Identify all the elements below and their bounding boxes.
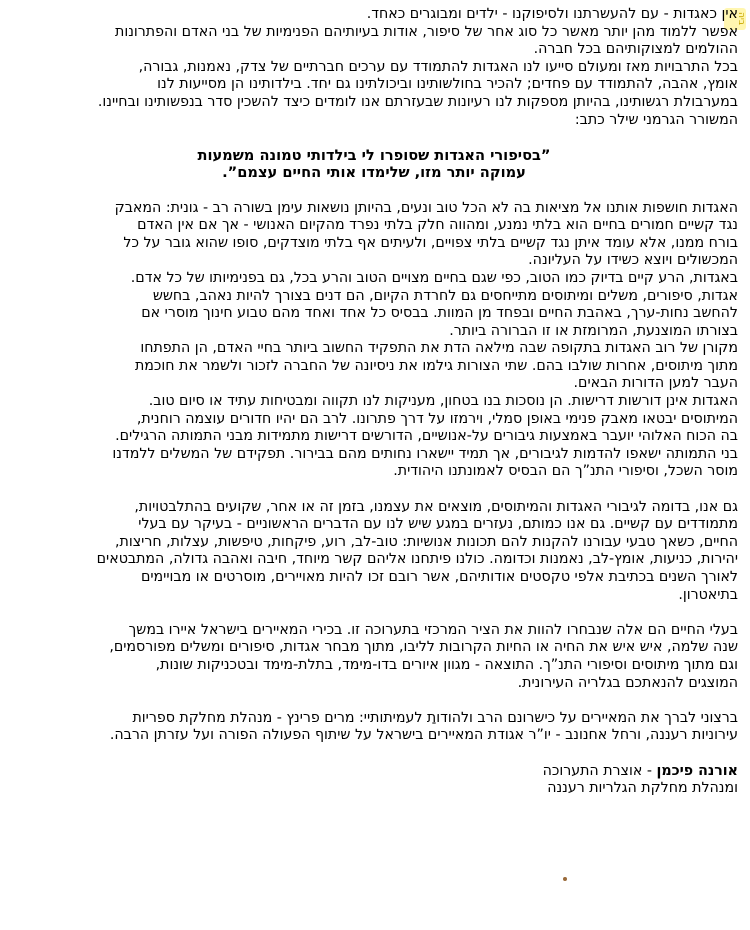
spacer [10,481,738,499]
text-line: בעלי החיים הם אלה שנבחרו להוות את הציר המרכזי בתערוכה זו. בכירי המאיירים בישראל איירו במשך [128,621,738,638]
signature-role-line: ומנהלת מחלקת הגלריות רעננה [547,780,738,797]
text-line: מוסר השכל, וסיפורי התנ”ך הם הבסיס לאמונתנו היהודית. [393,463,738,480]
text-line: בה הכוח האלוהי יועבר באמצעות גיבורים על-אנושיים, הדורשים דרישות מתמידות מבני התמותה הרגילים. [115,428,738,445]
spacer [10,604,738,622]
text-line: מתמודדים עם קשיים. גם אנו כמותם, נעזרים במגע שיש לנו עם הדברים הראשוניים - בעיקר עם בעלי [138,516,738,533]
text-line: אפשר ללמוד מהן יותר מאשר כל סוג אחר של סיפור, אודות בעיותיהם הפנימיות של בני האדם והפתרונות [115,23,738,40]
text-line: האגדות חושפות אותנו אל מציאות בה לא הכל טוב ונעים, בהיותן נושאות עימן בשורה רב - גונית: המאבק [114,199,738,216]
text-line: בצורתו המוצנעת, המרומזת או זו הברורה ביותר. [449,322,738,339]
paragraph-myths [10,393,738,481]
text-line: מתוך מיתוסים, אחרות שולבו בהם. שתי הצורות גילמו את ניסיונה של החברה לזכור ולשמר את חוכמת [134,357,738,374]
text-line: עירוניות רעננה, ורחל אחנונב - יו”ר אגודת המאיירים בישראל על שיתוף הפעולה הפורה ועל עזרתן הרבה. [109,727,738,744]
text-line: אומץ, אהבה, להתמודד עם פחדים; להכיר בחולשותינו וביכולתינו גם יחד. בילדותינו הן מסייעות לנו [157,76,738,93]
intro-paragraph [10,6,738,129]
text-line: בני התמותה ישאפו להדמות לגיבורים, אך תמיד יישארו נחותים מהם בבירור. תפקידם של המשלים ללמדנו [112,445,738,462]
signature-block [10,763,738,798]
text-line: בורח ממנו, אלא עומד איתן נגד קשיים בלתי צפויים, ולעיתים אף בלתי מוצדקים, סופו שהוא גובר על כל [123,234,738,251]
text-line: המכשולים ויוצא כשידו על העליונה. [528,252,738,269]
paragraph-exhibition [10,622,738,692]
spacer [10,745,738,763]
spacer [10,182,738,200]
text-line: במערבולת רגשותינו, בהיותן מספקות לנו רעיונות שבעזרתם אנו לומדים כיצד להשכין סדר בנפשותינו ובחיינו. [97,93,738,110]
text-line: להחשב נחות-ערך, באהבת החיים ובפחד מן המוות. בבסיס כל אחד ואחד מהם טבוע חינוך מוסרי אם [141,305,738,322]
quote-line: ”בסיפורי האגדות שסופרו לי בילדותי טמונה משמעות [197,146,551,164]
text-line: מקורן של רוב האגדות בתקופה שבה מילאה הדת את התפקיד החשוב ביותר בחיי האדם, הן התפתחו [140,340,738,357]
text-line: המוצגים להנאתכם בגלריה העירונית. [517,674,738,691]
curator-name: אורנה פיכמן [656,762,738,779]
spacer [10,129,738,147]
text-line: נגד קשיים חמורים בחיים הוא בלתי נמנע, ומהווה חלק בלתי נפרד מהקיום האנושי - אך אם אין האדם [137,217,738,234]
signature-line [10,763,738,781]
scan-speck [563,877,567,881]
paragraph-origins [10,340,738,393]
paragraph-good-evil [10,270,738,340]
paragraph-struggle [10,200,738,270]
curator-role: - אוצרת התערוכה [542,762,657,779]
text-line: גם אנו, בדומה לגיבורי האגדות והמיתוסים, מוצאים את עצמנו, בזמן זה או אחר, שקועים בהתלבטויות, [134,498,738,515]
text-line: האגדות אינן דורשות דרישות. הן נוסכות בנו בטחון, מעניקות לנו תקווה ומבטיחות עתיד או סיום טוב. [148,393,738,410]
schiller-quote [10,147,738,182]
text-line: באגדות, הרע קיים בדיוק כמו הטוב, כפי שגם בחיים מצויים הטוב והרע בכל, גם בפנימיותו של כל אדם. [130,269,738,286]
text-line: המשורר הגרמני שילר כתב: [574,111,738,128]
text-line: המיתוסים יבטאו מאבק פנימי באופן סמלי, וירמזו על דרך פתרונו. לרב הם יהיו חדורים עוצמה רוחנית, [136,410,738,427]
text-line: ההולמים למצוקותיהם בכל חברה. [533,41,738,58]
text-line: לאורך השנים בכתיבת אלפי טקסטים אודותיהם, אשר רובם זכו להיות מאויירים, מוסרטים או מבויימים [140,569,738,585]
paragraph-thanks [10,710,738,745]
text-line: אגדות, סיפורים, משלים ומיתוסים מתייחסים גם לחרדת הקיום, הם דנים בצורך להיות נאהב, בחשש [152,287,738,304]
text-line: בתיאטרון. [678,586,738,603]
text-line: אין כאגדות - עם להעשרתנו ולסיפוקנו - ילדים ומבוגרים כאחד. [366,6,738,22]
text-line: החיים, כשאך טבעי עבורנו להקנות להם תכונות אנושיות: טוב-לב, רוע, פיקחות, טיפשות, עצלות, חריצות, [115,533,738,550]
text-line: וגם מתוך מיתוסים וסיפורי התנ”ך. התוצאה - מגוון איורים בדו-מימד, בתלת-מימד ובטכניקות שונות, [155,656,738,673]
paragraph-animals [10,499,738,605]
text-line: העבר למען הדורות הבאים. [573,375,738,392]
quote-line: עמוקה יותר מזו, שלימדו אותי החיים עצמם”. [222,164,526,182]
text-line: יהירות, כניעות, אומץ-לב, נאמנות וכדומה. כולנו פיתחנו אליהם קשר מיוחד, חיבה ואהבה גדולה, המתבטאים [96,551,738,568]
spacer [10,692,738,710]
text-line: ברצוני לברך את המאיירים על כישרונם הרב ולהודות לעמיתותיי: מרים פרינץ - מנהלת מחלקת ספריות [132,709,738,726]
text-line: שנה שלמה, איש איש את החיה או החיות הקרובות לליבו, מתוך מבחר אגדות, סיפורים ומשלים מפורסמים, [109,639,738,656]
document-page [10,6,738,798]
text-line: בכל התרבויות מאז ומעולם סייעו לנו האגדות להתמודד עם ערכים חברתיים של צדק, נאמנות, גבורה, [138,58,738,75]
corner-logo: ביה [724,8,746,30]
